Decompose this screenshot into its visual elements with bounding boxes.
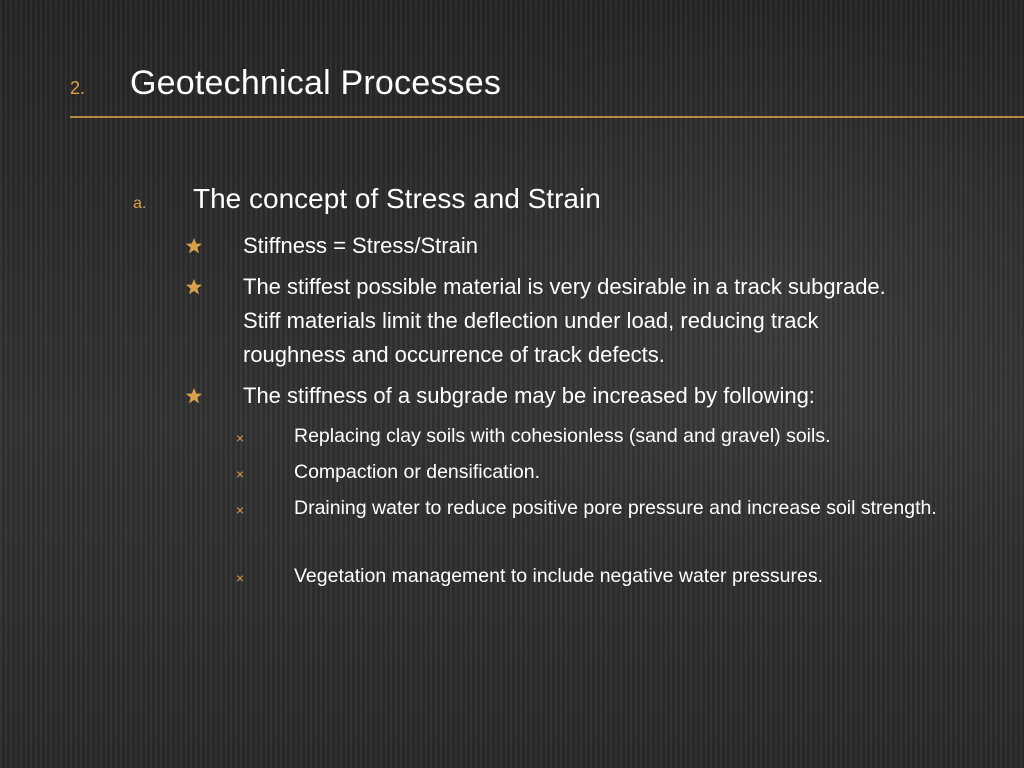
sub-bullet-text: Draining water to reduce positive pore pressure and increase soil strength.: [294, 497, 937, 519]
sub-bullet-item: [236, 561, 1006, 591]
x-icon: ×: [236, 570, 245, 586]
sub-bullet-text: Replacing clay soils with cohesionless (sand and gravel) soils.: [294, 425, 831, 447]
bullet-text: Stiffness = Stress/Strain: [243, 233, 478, 258]
bullet-item: [185, 270, 905, 372]
subheading-marker: a.: [133, 195, 147, 212]
bullet-item: [185, 229, 945, 263]
bullet-item: [185, 379, 945, 413]
bullet-text: The stiffness of a subgrade may be increased by following:: [243, 383, 815, 408]
bullet-text: The stiffest possible material is very desirable in a track subgrade. Stiff materials limit the deflection under load, reducing track roughness and occurrence of track defects.: [243, 274, 886, 367]
sub-bullet-item: [236, 457, 1006, 487]
sub-bullet-text: Vegetation management to include negative water pressures.: [294, 565, 823, 587]
sub-bullet-item: [236, 493, 1006, 523]
sub-bullet-text: Compaction or densification.: [294, 461, 541, 483]
title-divider: [70, 116, 1024, 118]
star-icon: [185, 387, 205, 407]
x-icon: ×: [236, 430, 245, 446]
sub-bullet-item: [236, 421, 1006, 451]
slide-title: Geotechnical Processes: [130, 64, 502, 102]
x-icon: ×: [236, 466, 245, 482]
title-number: 2.: [70, 78, 86, 98]
x-icon: ×: [236, 502, 245, 518]
subheading: The concept of Stress and Strain: [193, 183, 601, 214]
star-icon: [185, 237, 205, 257]
star-icon: [185, 278, 205, 298]
